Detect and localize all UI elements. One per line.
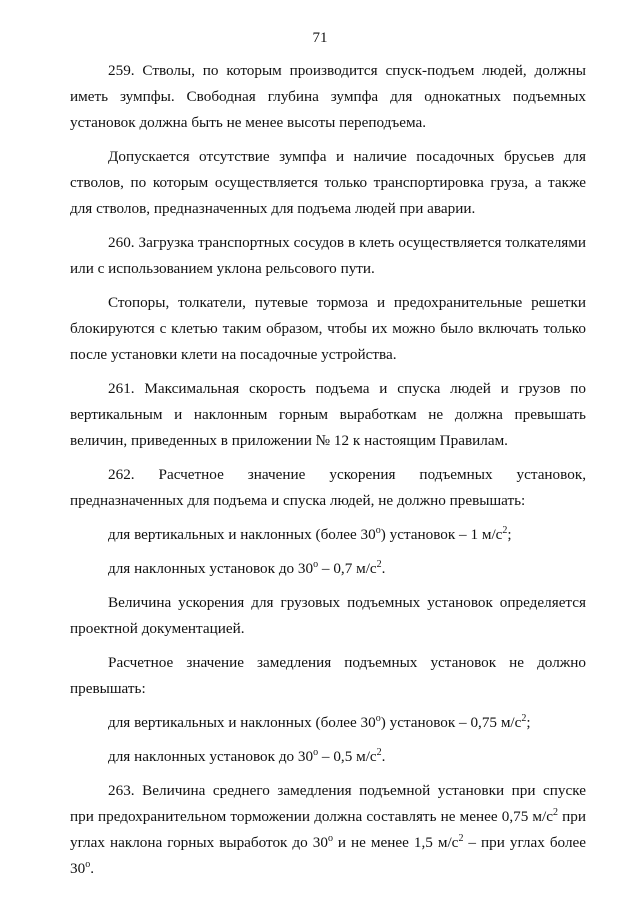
superscript: 2: [521, 712, 527, 724]
line-text: – 0,5 м/с: [318, 748, 377, 765]
superscript: 2: [376, 746, 382, 758]
paragraph-number: 263.: [108, 782, 135, 799]
paragraph-number: 260.: [108, 234, 135, 251]
line-text: для наклонных установок до 30: [108, 748, 314, 765]
paragraph-text: .: [90, 860, 94, 877]
line-text: ) установок – 1 м/с: [380, 526, 503, 543]
paragraph-262-deceleration: Расчетное значение замедления подъемных установок не должно превышать:: [70, 654, 586, 697]
degree-sign: о: [375, 712, 381, 724]
paragraph-261: [70, 376, 586, 454]
acceleration-limit-inclined: [70, 556, 586, 582]
paragraph-number: 259.: [108, 62, 135, 79]
line-text: ;: [507, 526, 512, 543]
degree-sign: о: [327, 832, 333, 844]
line-text: ) установок – 0,75 м/с: [380, 714, 522, 731]
paragraph-text: Расчетное значение ускорения подъемных установок, предназначенных для подъема и спуска людей, не должно превышать:: [70, 466, 586, 509]
line-text: – 0,7 м/с: [318, 560, 377, 577]
deceleration-limit-vertical: [70, 710, 586, 736]
degree-sign: о: [313, 558, 319, 570]
paragraph-text: при углах наклона горных выработок до 30: [70, 808, 586, 851]
paragraph-260: [70, 230, 586, 282]
deceleration-limit-inclined: [70, 744, 586, 770]
line-text: для вертикальных и наклонных (более 30: [108, 714, 376, 731]
degree-sign: о: [85, 858, 91, 870]
paragraph-259: [70, 58, 586, 136]
superscript: 2: [553, 806, 558, 818]
line-text: .: [381, 748, 386, 765]
line-text: для вертикальных и наклонных (более 30: [108, 526, 376, 543]
degree-sign: о: [313, 746, 319, 758]
superscript: 2: [502, 524, 508, 536]
paragraph-263: [70, 778, 586, 882]
paragraph-text: – при углах более 30: [70, 834, 587, 877]
acceleration-limit-vertical: [70, 522, 586, 548]
degree-sign: о: [375, 524, 381, 536]
line-text: .: [381, 560, 386, 577]
line-text: ;: [526, 714, 531, 731]
paragraph-text: Величина среднего замедления подъемной установки при спуске при предохранительном торможении должна составлять не менее 0,75 м/с: [70, 782, 586, 825]
page-number: 71: [312, 30, 328, 46]
paragraph-number: 261.: [108, 380, 135, 397]
paragraph-260-continuation: Стопоры, толкатели, путевые тормоза и предохранительные решетки блокируются с клетью таким образом, чтобы их можно было включать только после установки клети на посадочные устройства.: [70, 294, 586, 363]
paragraph-262-cargo: Величина ускорения для грузовых подъемных установок определяется проектной документацией.: [70, 594, 586, 637]
superscript: 2: [458, 832, 464, 844]
paragraph-262: [70, 462, 586, 514]
paragraph-text: Стволы, по которым производится спуск-подъем людей, должны иметь зумпфы. Свободная глубина зумпфа для однокатных подъемных установок должна быть не менее высоты переподъема.: [70, 62, 586, 131]
paragraph-text: и не менее 1,5 м/с: [332, 834, 459, 851]
paragraph-259-continuation: Допускается отсутствие зумпфа и наличие посадочных брусьев для стволов, по которым осуществляется только транспортировка груза, а также для стволов, предназначенных для подъема людей при аварии.: [70, 148, 586, 217]
document-body: [70, 58, 586, 882]
paragraph-text: Максимальная скорость подъема и спуска людей и грузов по вертикальным и наклонным горным выработкам не должна превышать величин, приведенных в приложении № 12 к настоящим Правилам.: [70, 380, 586, 449]
line-text: для наклонных установок до 30: [108, 560, 314, 577]
paragraph-number: 262.: [108, 466, 135, 483]
paragraph-text: Загрузка транспортных сосудов в клеть осуществляется толкателями или с использованием уклона рельсового пути.: [70, 234, 586, 277]
superscript: 2: [376, 558, 382, 570]
